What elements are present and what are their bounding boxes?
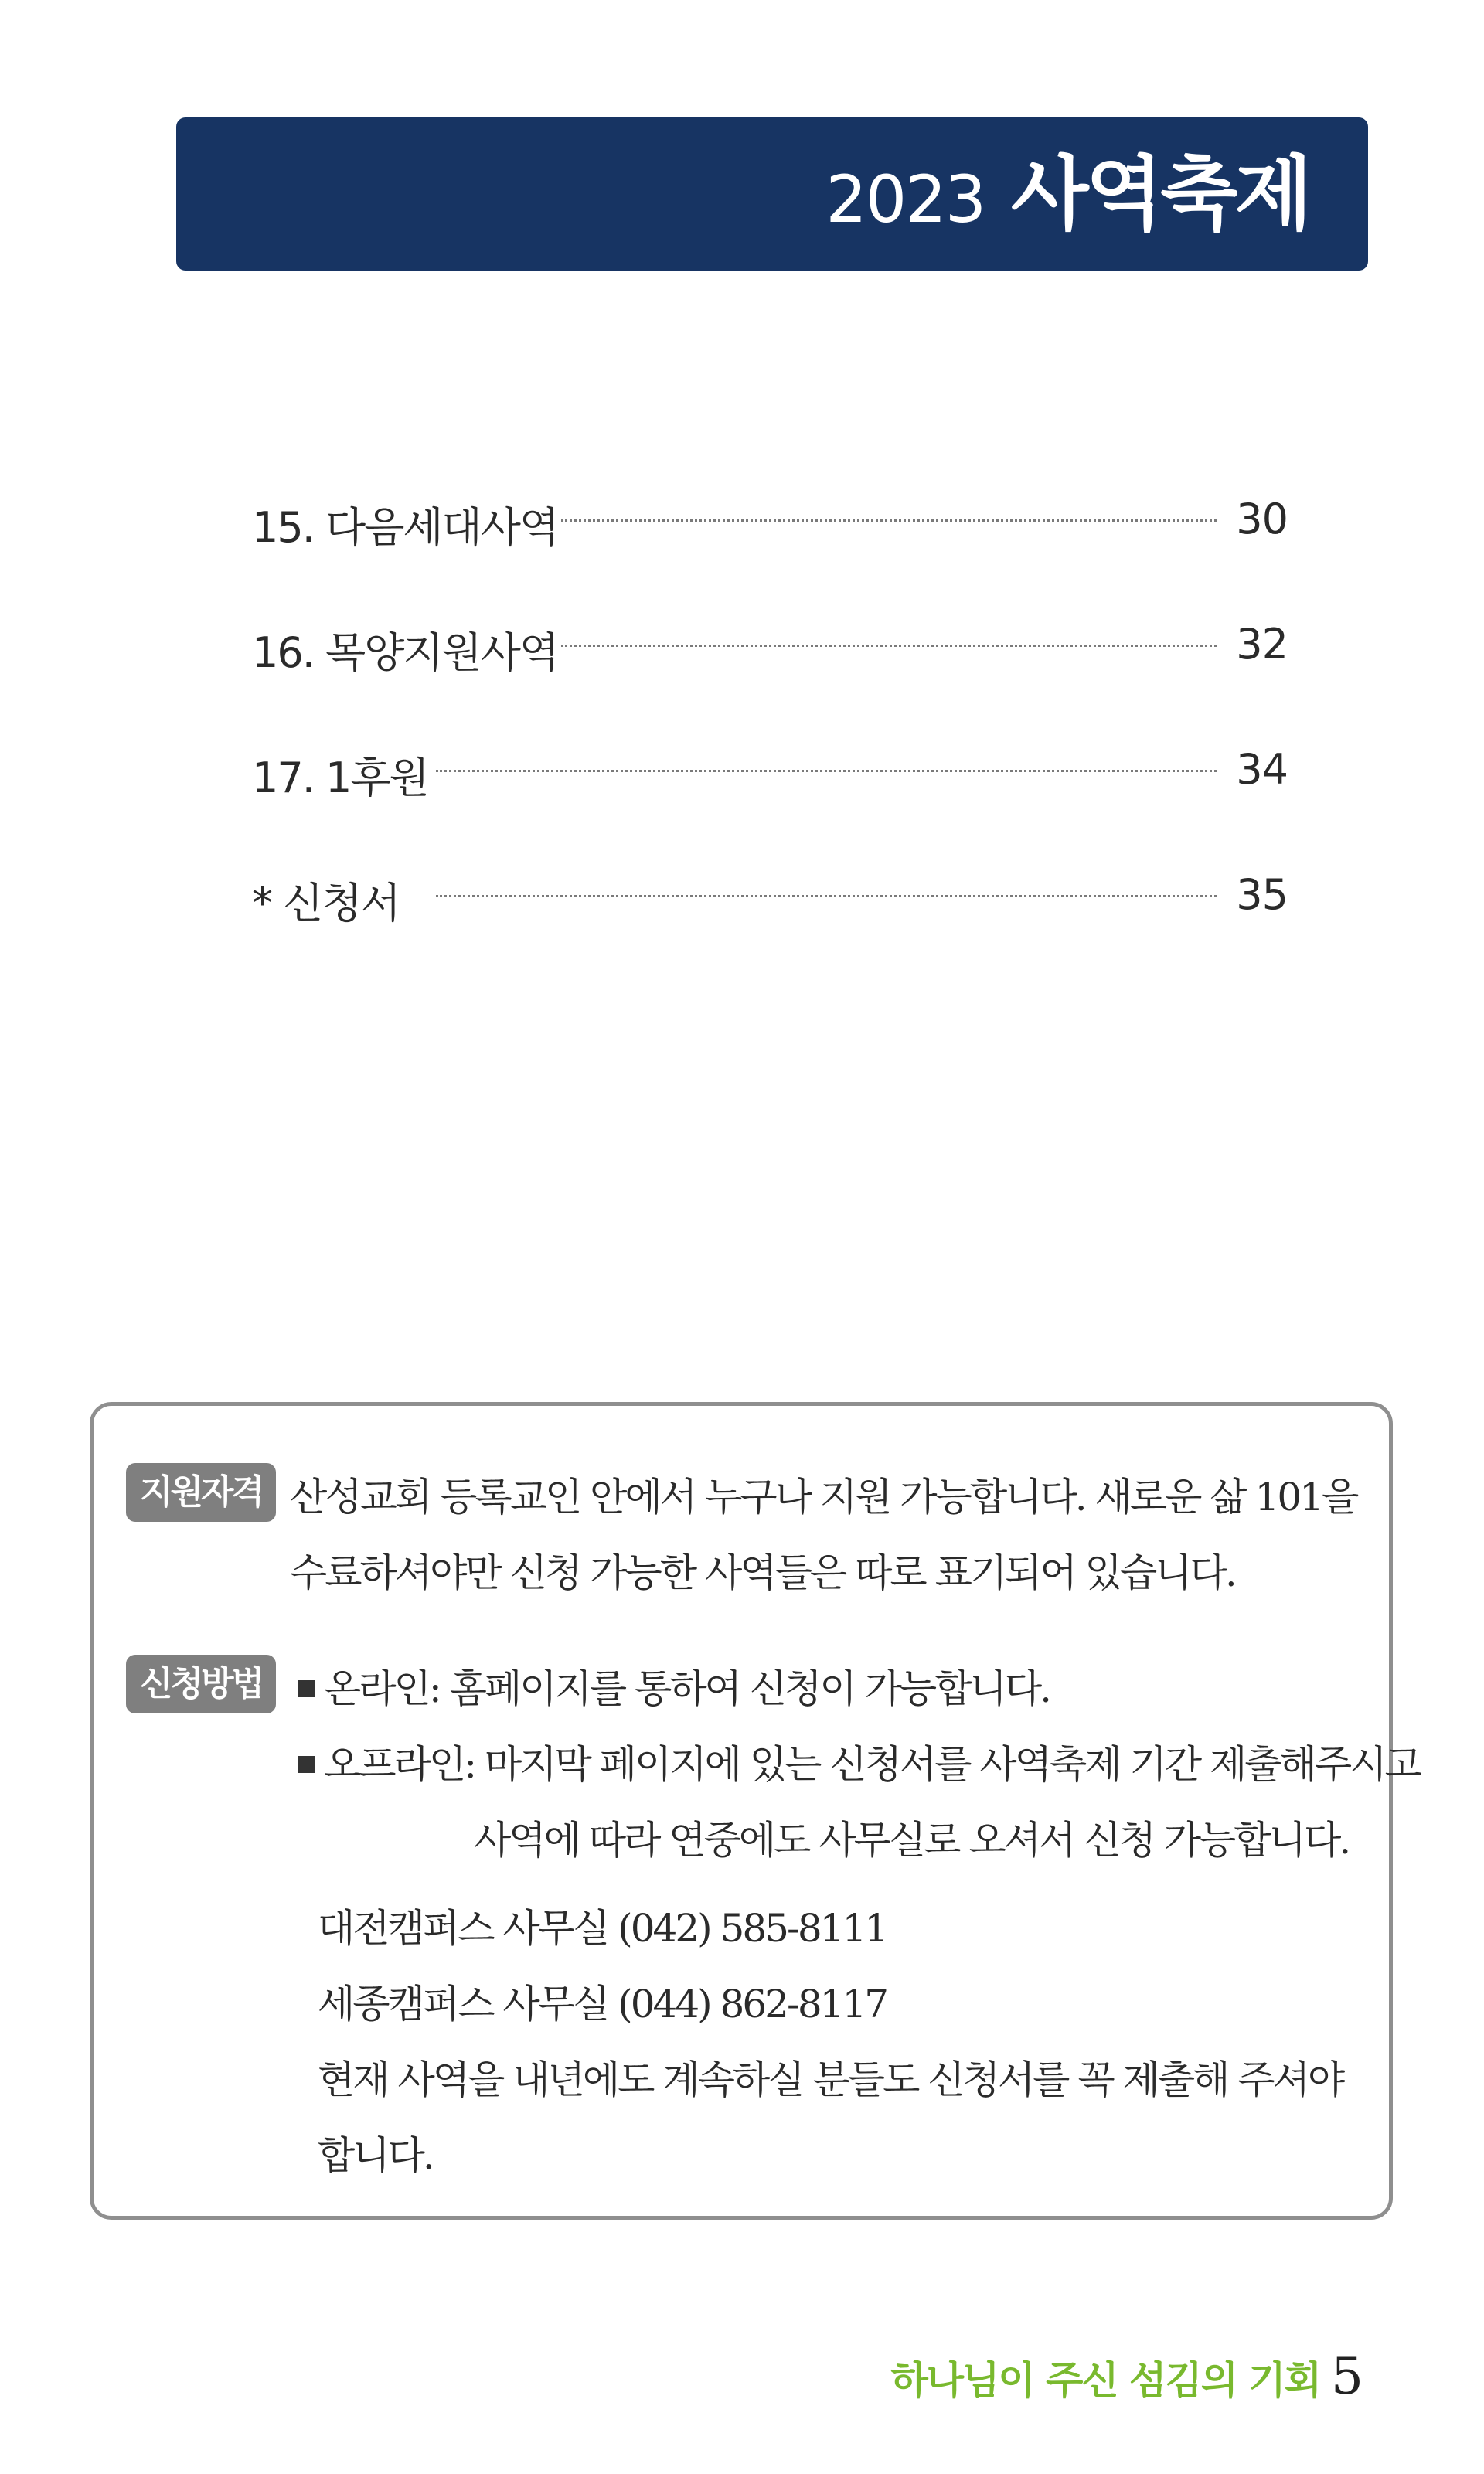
renewal-note-continued: 합니다. bbox=[318, 2133, 433, 2178]
toc-entry-page: 34 bbox=[1236, 745, 1288, 794]
sejong-office-phone: 세종캠퍼스 사무실 (044) 862-8117 bbox=[318, 1982, 887, 2027]
header-banner bbox=[176, 117, 1368, 271]
toc-leader bbox=[436, 770, 1217, 772]
toc-leader bbox=[546, 645, 1217, 647]
toc-leader bbox=[436, 895, 1217, 897]
offline-method bbox=[298, 1734, 1420, 1789]
daejeon-office-phone: 대전캠퍼스 사무실 (042) 585-8111 bbox=[318, 1906, 887, 1951]
offline-method-text: 오프라인: 마지막 페이지에 있는 신청서를 사역축제 기간 제출해주시고 bbox=[324, 1742, 1420, 1787]
eligibility-badge: 지원자격 bbox=[126, 1463, 276, 1522]
eligibility-line: 산성교회 등록교인 안에서 누구나 지원 가능합니다. 새로운 삶 101을 bbox=[290, 1475, 1357, 1519]
toc-entry[interactable] bbox=[252, 855, 1288, 980]
header-year: 2023 bbox=[825, 162, 985, 237]
toc-entry[interactable] bbox=[252, 730, 1288, 855]
toc-entry[interactable] bbox=[252, 604, 1288, 730]
page-footer bbox=[890, 2346, 1363, 2406]
toc-entry-label: * 신청서 bbox=[252, 870, 403, 930]
toc-entry-label: 17. 1후원 bbox=[252, 745, 431, 805]
toc-entry[interactable] bbox=[252, 479, 1288, 604]
toc-entry-page: 32 bbox=[1236, 620, 1288, 669]
square-bullet-icon bbox=[298, 1680, 315, 1697]
footer-tagline: 하나님이 주신 섬김의 기회 bbox=[890, 2358, 1320, 2403]
renewal-note: 현재 사역을 내년에도 계속하실 분들도 신청서를 꼭 제출해 주셔야 bbox=[318, 2057, 1343, 2102]
offline-method-continued: 사역에 따라 연중에도 사무실로 오셔서 신청 가능합니다. bbox=[474, 1818, 1350, 1863]
table-of-contents bbox=[252, 479, 1288, 980]
application-badge: 신청방법 bbox=[126, 1655, 276, 1713]
eligibility-line: 수료하셔야만 신청 가능한 사역들은 따로 표기되어 있습니다. bbox=[290, 1550, 1235, 1595]
toc-entry-page: 30 bbox=[1236, 495, 1288, 543]
online-method-text: 온라인: 홈페이지를 통하여 신청이 가능합니다. bbox=[324, 1666, 1050, 1711]
toc-entry-page: 35 bbox=[1236, 870, 1288, 919]
square-bullet-icon bbox=[298, 1756, 315, 1773]
toc-entry-label: 16. 목양지원사역 bbox=[252, 620, 561, 679]
page-title bbox=[825, 117, 1309, 271]
online-method bbox=[298, 1658, 1050, 1713]
page-number: 5 bbox=[1331, 2346, 1363, 2406]
info-box bbox=[90, 1402, 1420, 2220]
toc-leader bbox=[515, 519, 1217, 522]
header-title-text: 사역축제 bbox=[1011, 147, 1309, 241]
toc-entry-label: 15. 다음세대사역 bbox=[252, 495, 561, 554]
